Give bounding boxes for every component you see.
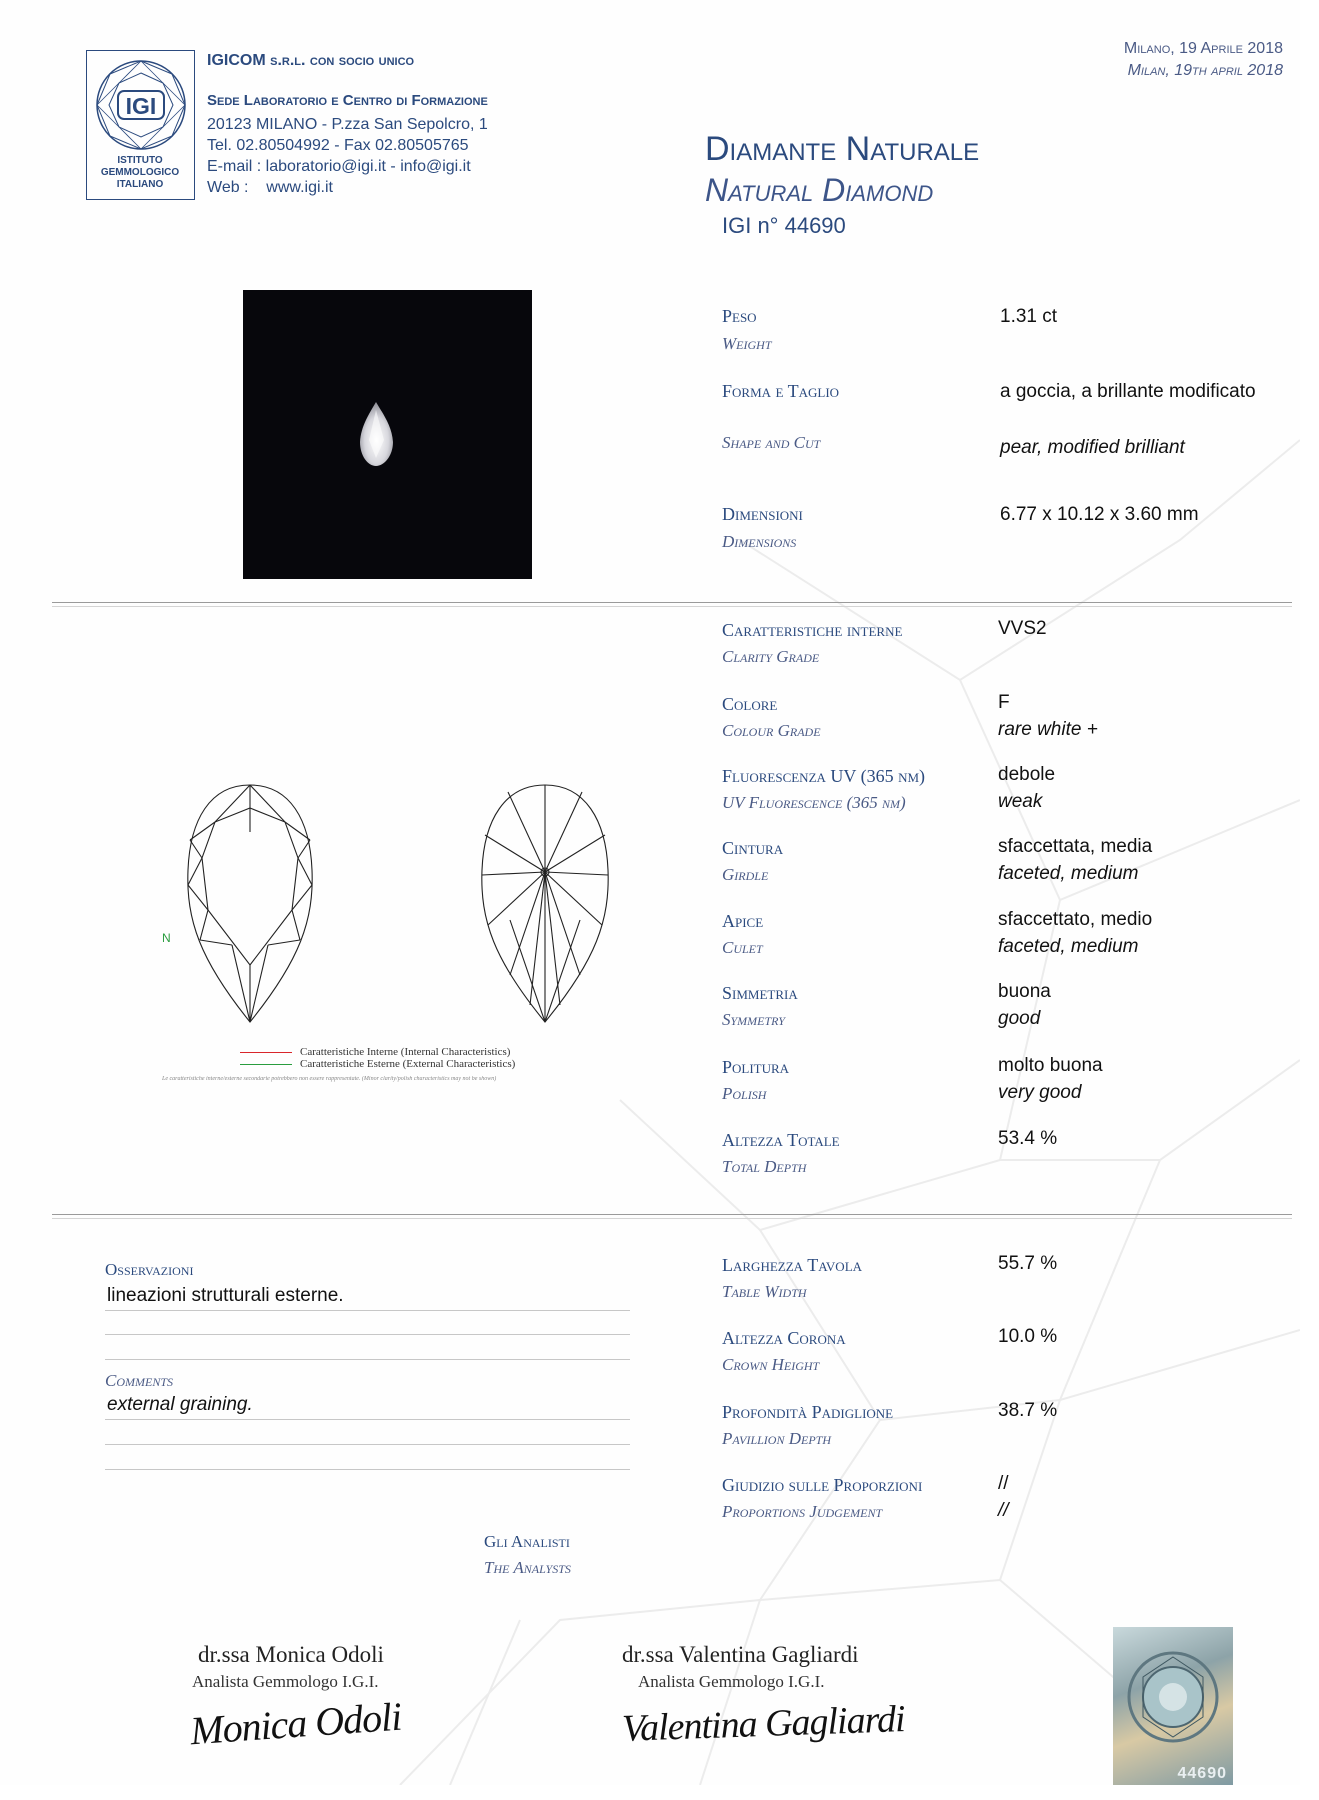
grade-label-it: Cintura bbox=[722, 838, 784, 858]
grade-row bbox=[722, 838, 1282, 890]
separator-bottom bbox=[52, 1214, 1292, 1215]
grade-row bbox=[722, 1328, 1282, 1380]
analysts-title-en: The Analysts bbox=[484, 1558, 571, 1577]
obs-line-2 bbox=[105, 1334, 630, 1335]
weight-label-en: Weight bbox=[722, 334, 772, 353]
observations-label: Osservazioni bbox=[105, 1260, 194, 1279]
grade-label-en: Crown Height bbox=[722, 1355, 820, 1374]
separator-top-inner bbox=[52, 606, 1292, 607]
grade-label-en: Colour Grade bbox=[722, 721, 821, 740]
analyst-right-role: Analista Gemmologo I.G.I. bbox=[638, 1672, 825, 1691]
separator-bottom-inner bbox=[52, 1218, 1292, 1219]
grade-value: 53.4 % bbox=[998, 1128, 1058, 1149]
dimensions-value: 6.77 x 10.12 x 3.60 mm bbox=[1000, 504, 1199, 525]
grade-value-en: faceted, medium bbox=[998, 936, 1139, 957]
grade-label-it: Altezza Totale bbox=[722, 1130, 840, 1150]
grade-label-en: UV Fluorescence (365 nm) bbox=[722, 793, 906, 812]
grade-row bbox=[722, 1130, 1282, 1182]
obs-line-3 bbox=[105, 1359, 630, 1360]
grade-value-en: // bbox=[998, 1500, 1009, 1521]
legend-internal: Caratteristiche Interne (Internal Characteristics) bbox=[300, 1046, 511, 1058]
grade-row bbox=[722, 911, 1282, 963]
comm-line-3 bbox=[105, 1469, 630, 1470]
logo-line-1: ISTITUTO bbox=[117, 155, 163, 166]
comm-line-1 bbox=[105, 1419, 630, 1420]
analysts-title-it: Gli Analisti bbox=[484, 1532, 570, 1551]
grade-value-en: very good bbox=[998, 1082, 1082, 1103]
grade-row bbox=[722, 766, 1282, 818]
grade-label-it: Colore bbox=[722, 694, 778, 714]
grade-value: buona bbox=[998, 981, 1051, 1002]
grade-row bbox=[722, 620, 1282, 672]
logo-line-3: ITALIANO bbox=[116, 179, 164, 190]
grade-row bbox=[722, 694, 1282, 746]
grade-row bbox=[722, 1402, 1282, 1454]
grade-value-en: rare white + bbox=[998, 719, 1098, 740]
grade-value: sfaccettata, media bbox=[998, 836, 1153, 857]
analyst-right-signature: Valentina Gagliardi bbox=[621, 1698, 906, 1750]
svg-text:IGI: IGI bbox=[125, 93, 157, 119]
comments-text: external graining. bbox=[107, 1394, 253, 1415]
grade-row bbox=[722, 1475, 1282, 1527]
grade-row bbox=[722, 1057, 1282, 1109]
shape-label-it: Forma e Taglio bbox=[722, 381, 840, 401]
certificate-number: IGI n° 44690 bbox=[722, 213, 846, 238]
legend-external: Caratteristiche Esterne (External Characteristics) bbox=[300, 1058, 516, 1070]
company-name: IGICOM s.r.l. con socio unico bbox=[207, 52, 415, 69]
grade-value: // bbox=[998, 1473, 1009, 1494]
grade-label-it: Fluorescenza UV (365 nm) bbox=[722, 766, 926, 786]
grade-label-en: Clarity Grade bbox=[722, 647, 820, 666]
web-label: Web : bbox=[207, 179, 249, 196]
analyst-right-name: dr.ssa Valentina Gagliardi bbox=[622, 1642, 859, 1667]
grade-value: VVS2 bbox=[998, 618, 1047, 639]
comments-label: Comments bbox=[105, 1371, 174, 1390]
grade-value-en: weak bbox=[998, 791, 1043, 812]
grade-value: F bbox=[998, 692, 1010, 713]
igi-logo bbox=[86, 50, 195, 200]
legend-external-swatch bbox=[240, 1064, 292, 1065]
grade-label-it: Politura bbox=[722, 1057, 790, 1077]
grade-label-it: Giudizio sulle Proporzioni bbox=[722, 1475, 923, 1495]
grade-label-it: Apice bbox=[722, 911, 764, 931]
grade-value: 55.7 % bbox=[998, 1253, 1058, 1274]
analyst-left-role: Analista Gemmologo I.G.I. bbox=[192, 1672, 379, 1691]
title-english: Natural Diamond bbox=[705, 172, 934, 208]
grade-label-it: Altezza Corona bbox=[722, 1328, 846, 1348]
grade-label-en: Table Width bbox=[722, 1282, 807, 1301]
grade-label-en: Girdle bbox=[722, 865, 769, 884]
observations-text: lineazioni strutturali esterne. bbox=[107, 1285, 344, 1306]
analyst-left-name: dr.ssa Monica Odoli bbox=[198, 1642, 384, 1667]
stone-photo bbox=[243, 290, 532, 579]
shape-value: a goccia, a brillante modificato bbox=[1000, 381, 1256, 402]
hologram-number: 44690 bbox=[1177, 1765, 1227, 1782]
weight-value: 1.31 ct bbox=[1000, 306, 1058, 327]
hologram-seal bbox=[1113, 1627, 1233, 1785]
shape-value-en: pear, modified brilliant bbox=[1000, 437, 1185, 458]
comm-line-2 bbox=[105, 1444, 630, 1445]
plot-legend bbox=[240, 1046, 660, 1070]
address-line: 20123 MILANO - P.zza San Sepolcro, 1 bbox=[207, 116, 488, 133]
dimensions-label-it: Dimensioni bbox=[722, 504, 803, 524]
grade-value-en: good bbox=[998, 1008, 1041, 1029]
grade-label-en: Proportions Judgement bbox=[722, 1502, 883, 1521]
legend-internal-swatch bbox=[240, 1052, 292, 1053]
grade-label-en: Polish bbox=[722, 1084, 767, 1103]
web-line bbox=[207, 177, 488, 198]
address-title: Sede Laboratorio e Centro di Formazione bbox=[207, 92, 488, 109]
grade-value: 38.7 % bbox=[998, 1400, 1058, 1421]
separator-top bbox=[52, 602, 1292, 603]
analyst-left-signature: Monica Odoli bbox=[188, 1693, 403, 1754]
shape-label-en: Shape and Cut bbox=[722, 433, 821, 452]
grade-label-en: Total Depth bbox=[722, 1157, 807, 1176]
email-line: E-mail : laboratorio@igi.it - info@igi.it bbox=[207, 158, 471, 175]
grade-value: molto buona bbox=[998, 1055, 1103, 1076]
dimensions-label-en: Dimensions bbox=[722, 532, 797, 551]
obs-line-1 bbox=[105, 1310, 630, 1311]
web-link[interactable]: www.igi.it bbox=[266, 179, 333, 196]
grade-label-it: Caratteristiche interne bbox=[722, 620, 903, 640]
pear-diamond-image bbox=[243, 290, 532, 579]
grade-label-it: Profondità Padiglione bbox=[722, 1402, 894, 1422]
plot-note: Le caratteristiche interne/esterne secondarie potrebbero non essere rappresentate. (Minor clarity/polish characteristics may not be shown) bbox=[162, 1076, 497, 1082]
grade-value-en: faceted, medium bbox=[998, 863, 1139, 884]
grade-row bbox=[722, 983, 1282, 1035]
grade-label-it: Larghezza Tavola bbox=[722, 1255, 863, 1275]
grade-label-it: Simmetria bbox=[722, 983, 798, 1003]
grade-label-en: Pavillion Depth bbox=[722, 1429, 831, 1448]
grade-value: debole bbox=[998, 764, 1056, 785]
hologram-pattern bbox=[1113, 1627, 1233, 1785]
logo-line-2: GEMMOLOGICO bbox=[100, 167, 180, 178]
phone-line: Tel. 02.80504992 - Fax 02.80505765 bbox=[207, 137, 469, 154]
weight-label-it: Peso bbox=[722, 306, 757, 326]
title-italian: Diamante Naturale bbox=[705, 130, 980, 168]
grade-value: sfaccettato, medio bbox=[998, 909, 1153, 930]
plot-marker: N bbox=[162, 931, 171, 945]
igi-logo-emblem bbox=[88, 53, 194, 163]
clarity-plot bbox=[150, 760, 630, 1080]
grade-value: 10.0 % bbox=[998, 1326, 1058, 1347]
date-english: Milan, 19th april 2018 bbox=[1127, 62, 1283, 79]
date-italian: Milano, 19 Aprile 2018 bbox=[1123, 40, 1283, 57]
grade-row bbox=[722, 1255, 1282, 1307]
grade-label-en: Culet bbox=[722, 938, 763, 957]
grade-label-en: Symmetry bbox=[722, 1010, 785, 1029]
